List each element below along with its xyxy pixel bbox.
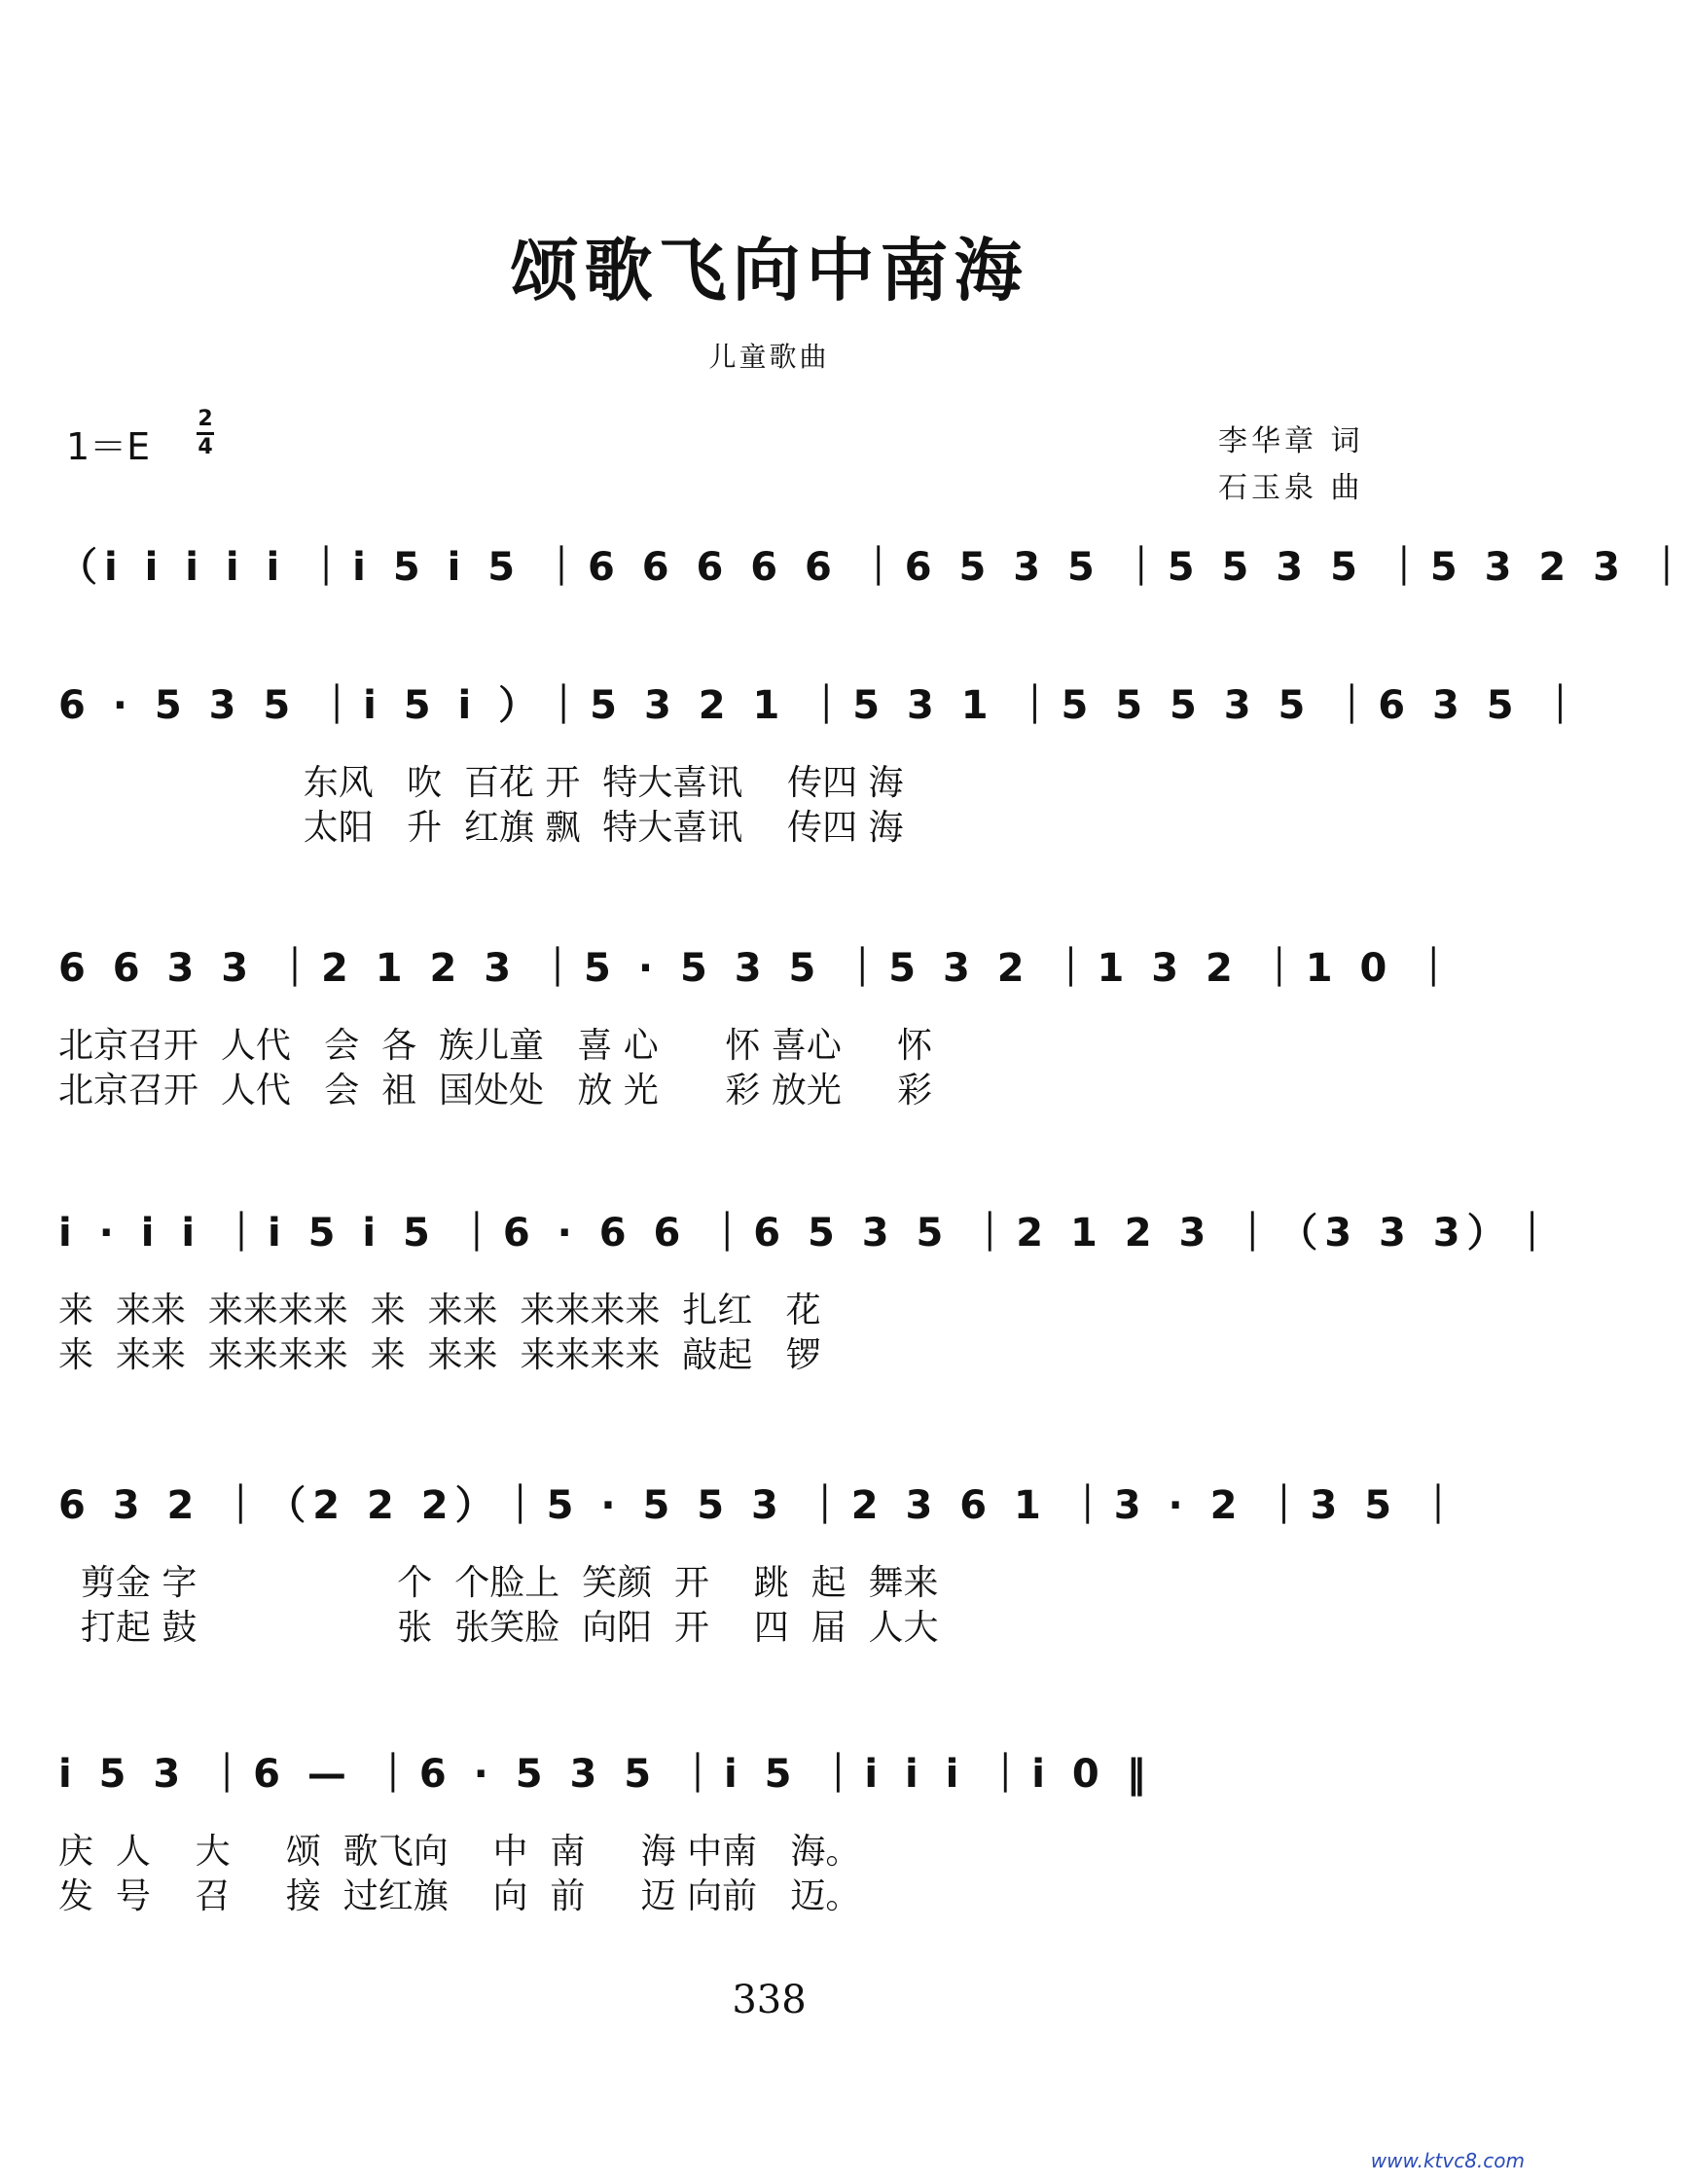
lyric-verse-1: 来 来来 来来来来 来 来来 来来来来 扎红 花 (58, 1291, 821, 1330)
notation-line: i 5 3 ｜6 — ｜6 · 5 3 5 ｜i 5 ｜i i i ｜i 0 ‖ (58, 1752, 1153, 1797)
composer-credit: 石玉泉 曲 (1218, 471, 1364, 505)
time-signature-bottom: 4 (198, 435, 213, 459)
lyric-verse-1: 北京召开 人代 会 各 族儿童 喜 心 怀 喜心 怀 (58, 1026, 933, 1066)
notation-line: 6 6 3 3 ｜2 1 2 3 ｜5 · 5 3 5 ｜5 3 2 ｜1 3 2 ｜1 0 ｜ (58, 946, 1460, 991)
lyric-verse-2: 打起 鼓 张 张笑脸 向阳 开 四 届 人大 (58, 1608, 939, 1648)
notation-line: 6 3 2 ｜（2 2 2）｜5 · 5 5 3 ｜2 3 6 1 ｜3 · 2 ｜3 5 ｜ (58, 1483, 1464, 1528)
lyric-verse-1: 庆 人 大 颂 歌飞向 中 南 海 中南 海。 (58, 1832, 861, 1872)
song-subtitle: 儿童歌曲 (708, 341, 830, 373)
page-number: 338 (732, 1978, 807, 2022)
lyric-verse-2: 发 号 召 接 过红旗 向 前 迈 向前 迈。 (58, 1876, 861, 1916)
lyric-verse-2: 太阳 升 红旗 飘 特大喜讯 传四 海 (58, 808, 904, 848)
key-signature: 1＝E (66, 425, 151, 468)
lyric-verse-1: 剪金 字 个 个脸上 笑颜 开 跳 起 舞来 (58, 1563, 939, 1603)
time-signature (197, 409, 214, 458)
song-title: 颂歌飞向中南海 (510, 230, 1028, 310)
lyric-verse-1: 东风 吹 百花 开 特大喜讯 传四 海 (58, 763, 904, 803)
notation-line: i · i i ｜i 5 i 5 ｜6 · 6 6 ｜6 5 3 5 ｜2 1 2 3 ｜（3 3 3）｜ (58, 1211, 1559, 1256)
lyric-verse-2: 北京召开 人代 会 祖 国处处 放 光 彩 放光 彩 (58, 1071, 933, 1110)
notation-line: 6 · 5 3 5 ｜i 5 i ）｜5 3 2 1 ｜5 3 1 ｜5 5 5 3 5 ｜6 3 5 ｜ (58, 683, 1587, 728)
time-signature-top: 2 (198, 407, 213, 431)
watermark: www.ktvc8.com (1370, 2149, 1525, 2172)
credits (1218, 419, 1364, 512)
lyricist-credit: 李华章 词 (1218, 424, 1364, 458)
lyric-verse-2: 来 来来 来来来来 来 来来 来来来来 敲起 锣 (58, 1335, 821, 1375)
notation-line: （i i i i i ｜i 5 i 5 ｜6 6 6 6 6 ｜6 5 3 5 ｜5 5 3 5 ｜5 3 2 3 ｜ (58, 545, 1693, 590)
